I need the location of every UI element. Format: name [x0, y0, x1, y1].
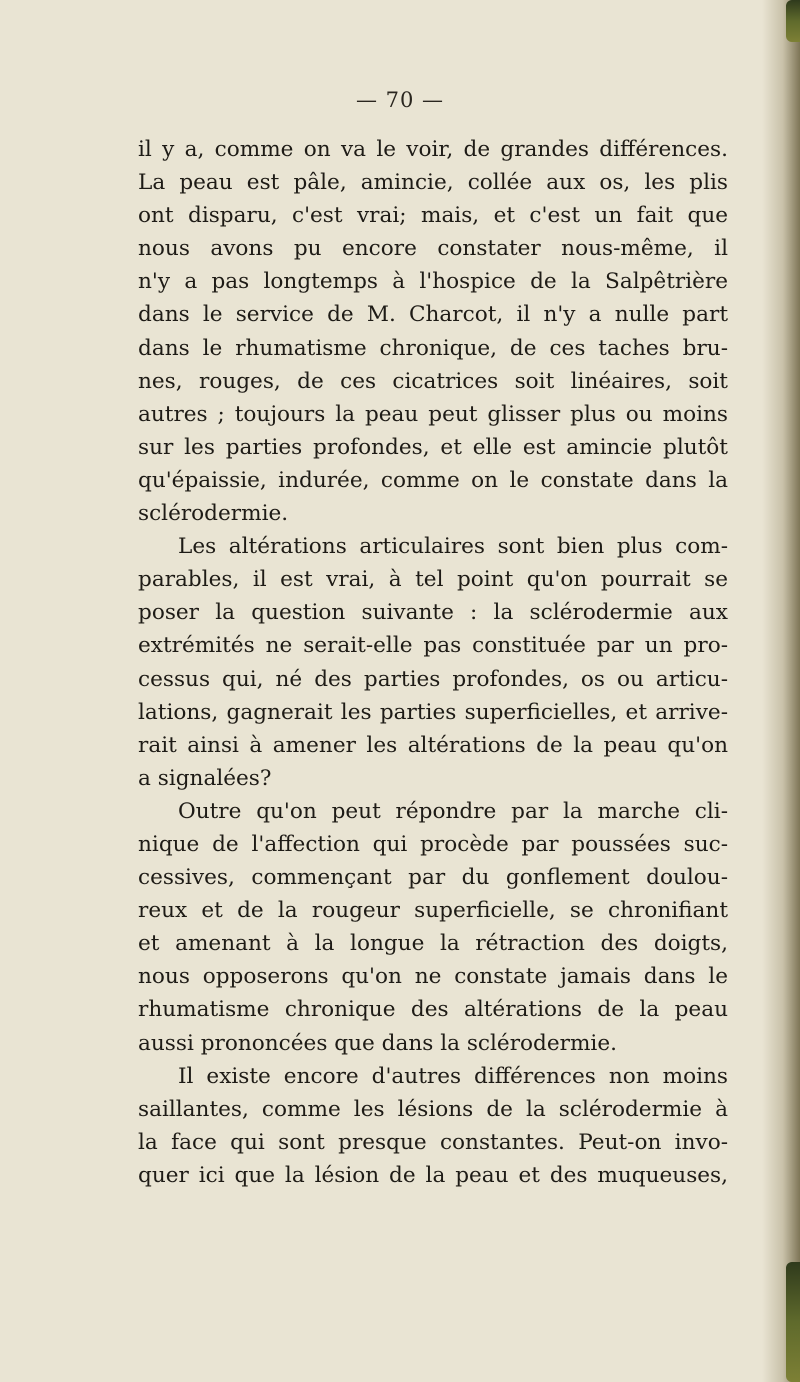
- text-line: qu'épaissie, indurée, comme on le constate dans la: [138, 467, 728, 493]
- text-line: parables, il est vrai, à tel point qu'on pourrait se: [138, 567, 728, 593]
- page-number: — 70 —: [355, 88, 445, 112]
- text-line: aussi prononcées que dans la sclérodermie.: [138, 1030, 617, 1056]
- text-line: a signalées?: [138, 765, 272, 791]
- text-line: La peau est pâle, amincie, collée aux os, les plis: [138, 170, 728, 196]
- text-line: rhumatisme chronique des altérations de la peau: [138, 997, 728, 1023]
- body-text: [138, 133, 728, 1192]
- page-edge-stain-top: [786, 0, 800, 42]
- text-line: sur les parties profondes, et elle est amincie plutôt: [138, 434, 728, 460]
- text-line: il y a, comme on va le voir, de grandes différences.: [138, 137, 728, 162]
- text-line: reux et de la rougeur superficielle, se chronifiant: [138, 898, 728, 924]
- page-edge-shadow: [762, 0, 800, 1382]
- text-line: Il existe encore d'autres différences non moins: [178, 1063, 728, 1089]
- text-line: ont disparu, c'est vrai; mais, et c'est un fait que: [138, 203, 728, 229]
- text-line: nous avons pu encore constater nous-même, il: [138, 236, 728, 262]
- text-line: et amenant à la longue la rétraction des doigts,: [138, 931, 728, 957]
- text-line: Les altérations articulaires sont bien plus com-: [178, 534, 728, 560]
- text-line: autres ; toujours la peau peut glisser plus ou moins: [138, 401, 728, 427]
- text-line: Outre qu'on peut répondre par la marche cli-: [178, 798, 728, 824]
- text-line: lations, gagnerait les parties superficielles, et arrive-: [138, 699, 728, 725]
- text-line: quer ici que la lésion de la peau et des muqueuses,: [138, 1162, 728, 1188]
- text-line: poser la question suivante : la sclérodermie aux: [138, 600, 728, 626]
- text-line: nique de l'affection qui procède par poussées suc-: [138, 831, 728, 857]
- page-edge-stain-bottom: [786, 1262, 800, 1382]
- text-line: nous opposerons qu'on ne constate jamais dans le: [138, 964, 728, 990]
- text-line: n'y a pas longtemps à l'hospice de la Salpêtrière: [138, 269, 728, 295]
- text-line: sclérodermie.: [138, 501, 289, 527]
- text-line: dans le rhumatisme chronique, de ces taches bru-: [138, 335, 728, 361]
- text-line: nes, rouges, de ces cicatrices soit linéaires, soit: [138, 368, 728, 394]
- text-line: cessives, commençant par du gonflement doulou-: [138, 865, 728, 891]
- text-line: cessus qui, né des parties profondes, os ou articu-: [138, 666, 728, 692]
- text-line: saillantes, comme les lésions de la sclérodermie à: [138, 1096, 728, 1122]
- text-line: la face qui sont presque constantes. Peut-on invo-: [138, 1129, 728, 1155]
- text-line: extrémités ne serait-elle pas constituée par un pro-: [138, 633, 728, 659]
- text-line: dans le service de M. Charcot, il n'y a nulle part: [138, 302, 728, 328]
- text-line: rait ainsi à amener les altérations de la peau qu'on: [138, 732, 728, 758]
